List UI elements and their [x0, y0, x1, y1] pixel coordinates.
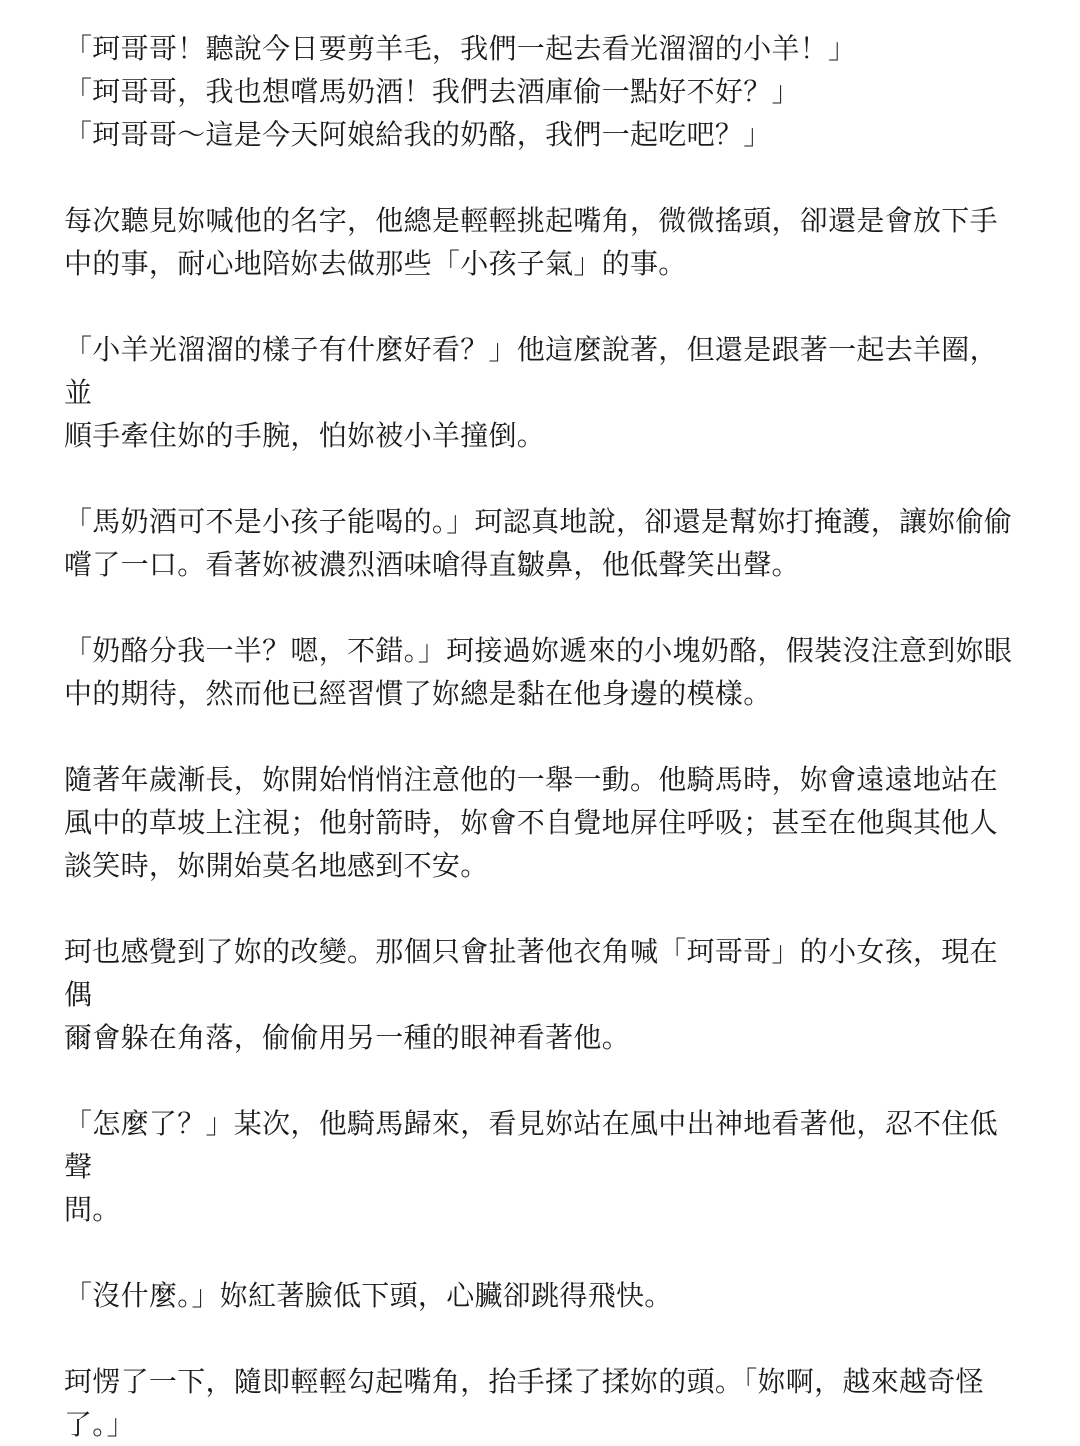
paragraph-6 — [64, 758, 1024, 887]
text-line: 「珂哥哥～這是今天阿娘給我的奶酪，我們一起吃吧？」 — [64, 118, 772, 151]
text-line: 「小羊光溜溜的樣子有什麼好看？」他這麼說著，但還是跟著一起去羊圈，並 — [64, 333, 998, 409]
text-line: 了。」 — [64, 1408, 135, 1441]
text-line: 隨著年歲漸長，妳開始悄悄注意他的一舉一動。他騎馬時，妳會遠遠地站在 — [64, 763, 998, 796]
paragraph-10 — [64, 1360, 1024, 1446]
paragraph-3 — [64, 328, 1024, 457]
paragraph-8 — [64, 1102, 1024, 1231]
text-line: 珂愣了一下，隨即輕輕勾起嘴角，抬手揉了揉妳的頭。「妳啊，越來越奇怪 — [64, 1365, 984, 1398]
text-line: 「珂哥哥！聽說今日要剪羊毛，我們一起去看光溜溜的小羊！」 — [64, 32, 857, 65]
text-line: 「奶酪分我一半？嗯，不錯。」珂接過妳遞來的小塊奶酪，假裝沒注意到妳眼 — [64, 634, 1013, 667]
text-line: 「珂哥哥，我也想嚐馬奶酒！我們去酒庫偷一點好不好？」 — [64, 75, 800, 108]
story-text — [64, 27, 1024, 1446]
text-line: 風中的草坡上注視；他射箭時，妳會不自覺地屏住呼吸；甚至在他與其他人 — [64, 806, 998, 839]
paragraph-9 — [64, 1274, 1024, 1317]
text-line: 嚐了一口。看著妳被濃烈酒味嗆得直皺鼻，他低聲笑出聲。 — [64, 548, 800, 581]
text-line: 談笑時，妳開始莫名地感到不安。 — [64, 849, 489, 882]
text-line: 每次聽見妳喊他的名字，他總是輕輕挑起嘴角，微微搖頭，卻還是會放下手 — [64, 204, 998, 237]
text-line: 「怎麼了？」某次，他騎馬歸來，看見妳站在風中出神地看著他，忍不住低聲 — [64, 1107, 998, 1183]
text-line: 珂也感覺到了妳的改變。那個只會扯著他衣角喊「珂哥哥」的小女孩，現在偶 — [64, 935, 998, 1011]
text-line: 中的期待，然而他已經習慣了妳總是黏在他身邊的模樣。 — [64, 677, 772, 710]
paragraph-1 — [64, 27, 1024, 156]
text-line: 問。 — [64, 1193, 121, 1226]
text-line: 中的事，耐心地陪妳去做那些「小孩子氣」的事。 — [64, 247, 687, 280]
paragraph-7 — [64, 930, 1024, 1059]
paragraph-4 — [64, 500, 1024, 586]
text-line: 爾會躲在角落，偷偷用另一種的眼神看著他。 — [64, 1021, 631, 1054]
text-line: 順手牽住妳的手腕，怕妳被小羊撞倒。 — [64, 419, 546, 452]
paragraph-2 — [64, 199, 1024, 285]
text-line: 「馬奶酒可不是小孩子能喝的。」珂認真地說，卻還是幫妳打掩護，讓妳偷偷 — [64, 505, 1013, 538]
paragraph-5 — [64, 629, 1024, 715]
text-line: 「沒什麼。」妳紅著臉低下頭，心臟卻跳得飛快。 — [64, 1279, 673, 1312]
